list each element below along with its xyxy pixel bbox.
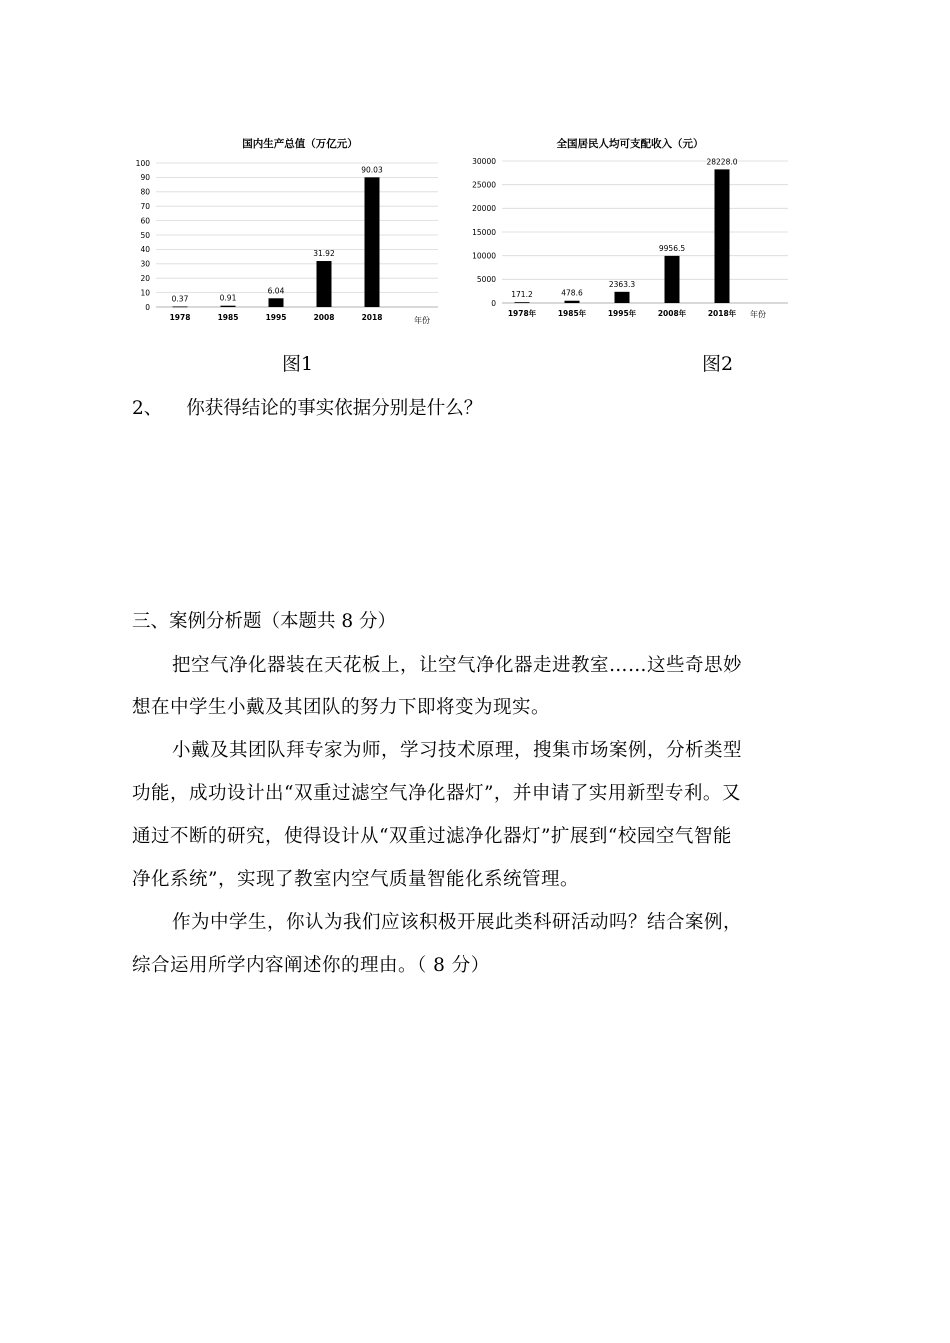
- data-label: 31.92: [313, 249, 335, 259]
- bar: [317, 261, 332, 307]
- y-tick-label: 70: [140, 202, 150, 211]
- bar: [715, 169, 730, 303]
- x-tick-label: 2018: [361, 313, 383, 322]
- y-tick-label: 30: [140, 259, 150, 269]
- bar: [515, 302, 530, 303]
- data-label: 0.37: [171, 294, 189, 304]
- chart-title: 全国居民人均可支配收入（元）: [556, 138, 704, 150]
- y-tick-label: 40: [140, 245, 150, 255]
- x-tick-label: 1978: [169, 313, 191, 322]
- bar: [221, 306, 236, 307]
- section-3-heading: 三、案例分析题（本题共 8 分）: [132, 611, 397, 632]
- case-question-line: 综合运用所学内容阐述你的理由。（ 8 分）: [132, 955, 490, 976]
- x-tick-label: 2018年: [707, 309, 737, 318]
- y-tick-label: 10000: [472, 251, 496, 261]
- case-text-line: 把空气净化器装在天花板上，让空气净化器走进教室……这些奇思妙: [172, 655, 743, 676]
- case-text-line: 想在中学生小戴及其团队的努力下即将变为现实。: [132, 697, 551, 718]
- case-text-line: 通过不断的研究，使得设计从“双重过滤净化器灯”扩展到“校园空气智能: [132, 826, 732, 847]
- case-text-line: 小戴及其团队拜专家为师，学习技术原理，搜集市场案例，分析类型: [172, 740, 743, 761]
- y-tick-label: 30000: [472, 156, 496, 166]
- x-tick-label: 1995: [265, 313, 287, 322]
- case-text-line: 功能，成功设计出“双重过滤空气净化器灯”，并申请了实用新型专利。又: [132, 783, 741, 804]
- y-tick-label: 60: [140, 216, 150, 226]
- data-label: 2363.3: [608, 279, 636, 289]
- x-tick-label: 2008: [313, 313, 335, 322]
- x-axis-label: 年份: [750, 310, 766, 319]
- x-tick-label: 1978年: [507, 309, 537, 318]
- bar: [173, 306, 188, 307]
- y-tick-label: 20000: [472, 204, 496, 214]
- data-label: 28228.0: [706, 157, 738, 167]
- y-tick-label: 0: [145, 302, 150, 312]
- x-axis-label: 年份: [414, 316, 430, 325]
- case-question-line: 作为中学生，你认为我们应该积极开展此类科研活动吗？结合案例，: [172, 912, 743, 933]
- case-text-line: 净化系统”，实现了教室内空气质量智能化系统管理。: [132, 869, 579, 890]
- question-2: [132, 394, 482, 420]
- data-label: 9956.5: [658, 243, 686, 253]
- y-tick-label: 80: [140, 187, 150, 197]
- y-tick-label: 90: [140, 173, 150, 183]
- question-text: 你获得结论的事实依据分别是什么？: [186, 398, 483, 419]
- income-bar-chart: [462, 125, 802, 335]
- y-tick-label: 25000: [472, 180, 496, 190]
- question-number: 2、: [132, 398, 163, 419]
- bar: [365, 177, 380, 307]
- y-tick-label: 20: [140, 274, 150, 283]
- y-tick-label: 100: [135, 158, 150, 168]
- x-tick-label: 1985年: [557, 309, 587, 318]
- gdp-bar-chart: [120, 125, 450, 335]
- bar: [565, 301, 580, 303]
- chart-title: 国内生产总值（万亿元）: [242, 138, 358, 150]
- data-label: 6.04: [267, 286, 285, 296]
- figure-2-caption: 图2: [702, 353, 734, 375]
- x-tick-label: 1985: [217, 313, 239, 322]
- data-label: 0.91: [219, 293, 237, 303]
- data-label: 90.03: [361, 165, 383, 175]
- figure-1-caption: 图1: [282, 353, 314, 375]
- y-tick-label: 50: [140, 230, 150, 240]
- y-tick-label: 0: [491, 298, 496, 308]
- y-tick-label: 10: [140, 288, 150, 298]
- x-tick-label: 2008年: [657, 309, 687, 318]
- y-tick-label: 5000: [476, 275, 496, 285]
- bar: [665, 256, 680, 303]
- x-tick-label: 1995年: [607, 309, 637, 318]
- bar: [615, 292, 630, 303]
- y-tick-label: 15000: [472, 227, 496, 237]
- bar: [269, 298, 284, 307]
- data-label: 171.2: [511, 290, 533, 300]
- data-label: 478.6: [561, 288, 583, 298]
